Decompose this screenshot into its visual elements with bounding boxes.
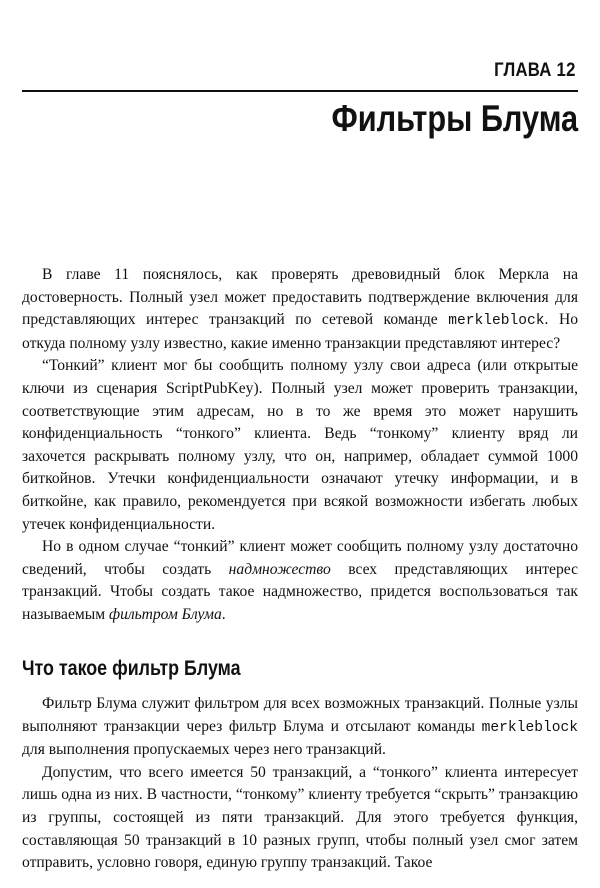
code-merkleblock: merkleblock bbox=[448, 313, 545, 330]
intro-paragraph-3: Но в одном случае “тонкий” клиент может сообщить полному узлу достаточно сведений, чтобы создать надмножество всех представляющих интерес транзакций. Чтобы создать такое надмножество, придется воспользоваться так называемым фильтром Блума. bbox=[22, 538, 578, 623]
chapter-label: ГЛАВА 12 bbox=[494, 60, 576, 81]
intro-paragraph-1: В главе 11 пояснялось, как проверять древовидный блок Меркла на достоверность. Полный узел может предоставить подтверждение включения для представляющих интерес транзакций по сетевой команде merkleblock. Но откуда полному узлу известно, какие именно транзакции представляют интерес? bbox=[22, 266, 578, 352]
intro-paragraph-2: “Тонкий” клиент мог бы сообщить полному узлу свои адреса (или открытые ключи из сценария ScriptPubKey). Полный узел может проверить транзакции, соответствующие этим адресам, но в то же время это может нарушить конфиденциальность “тонкого” клиента. Ведь “тонкому” клиенту вряд ли захочется раскрывать полному узлу, что он, например, обладает суммой 1000 биткойнов. Утечки конфиденциальности означают утечку информации, и в биткойне, как правило, рекомендуется при всякой возможности избегать любых утечек конфиденциальности. bbox=[22, 357, 578, 533]
term-superset: надмножество bbox=[228, 560, 331, 578]
section-paragraph-1: Фильтр Блума служит фильтром для всех возможных транзакций. Полные узлы выполняют транзакции через фильтр Блума и отсылают команды merkleblock для выполнения пропускаемых через него транзакций. bbox=[22, 695, 578, 759]
intro-text bbox=[22, 264, 578, 627]
section-text bbox=[22, 693, 578, 875]
code-merkleblock: merkleblock bbox=[481, 719, 578, 736]
term-bloom-filter: фильтром Блума bbox=[109, 605, 222, 623]
chapter-divider bbox=[22, 90, 578, 92]
section-heading: Что такое фильтр Блума bbox=[22, 657, 241, 680]
section-paragraph-2: Допустим, что всего имеется 50 транзакций, а “тонкого” клиента интересует лишь одна из них. В частности, “тонкому” клиенту требуется “скрыть” транзакцию из группы, состоящей из пяти транзакций. Для этого требуется функция, составляющая 50 транзакций в 10 разных групп, чтобы полный узел смог затем отправить, условно говоря, единую группу транзакций. Такое bbox=[22, 763, 578, 872]
chapter-title: Фильтры Блума bbox=[331, 98, 578, 139]
